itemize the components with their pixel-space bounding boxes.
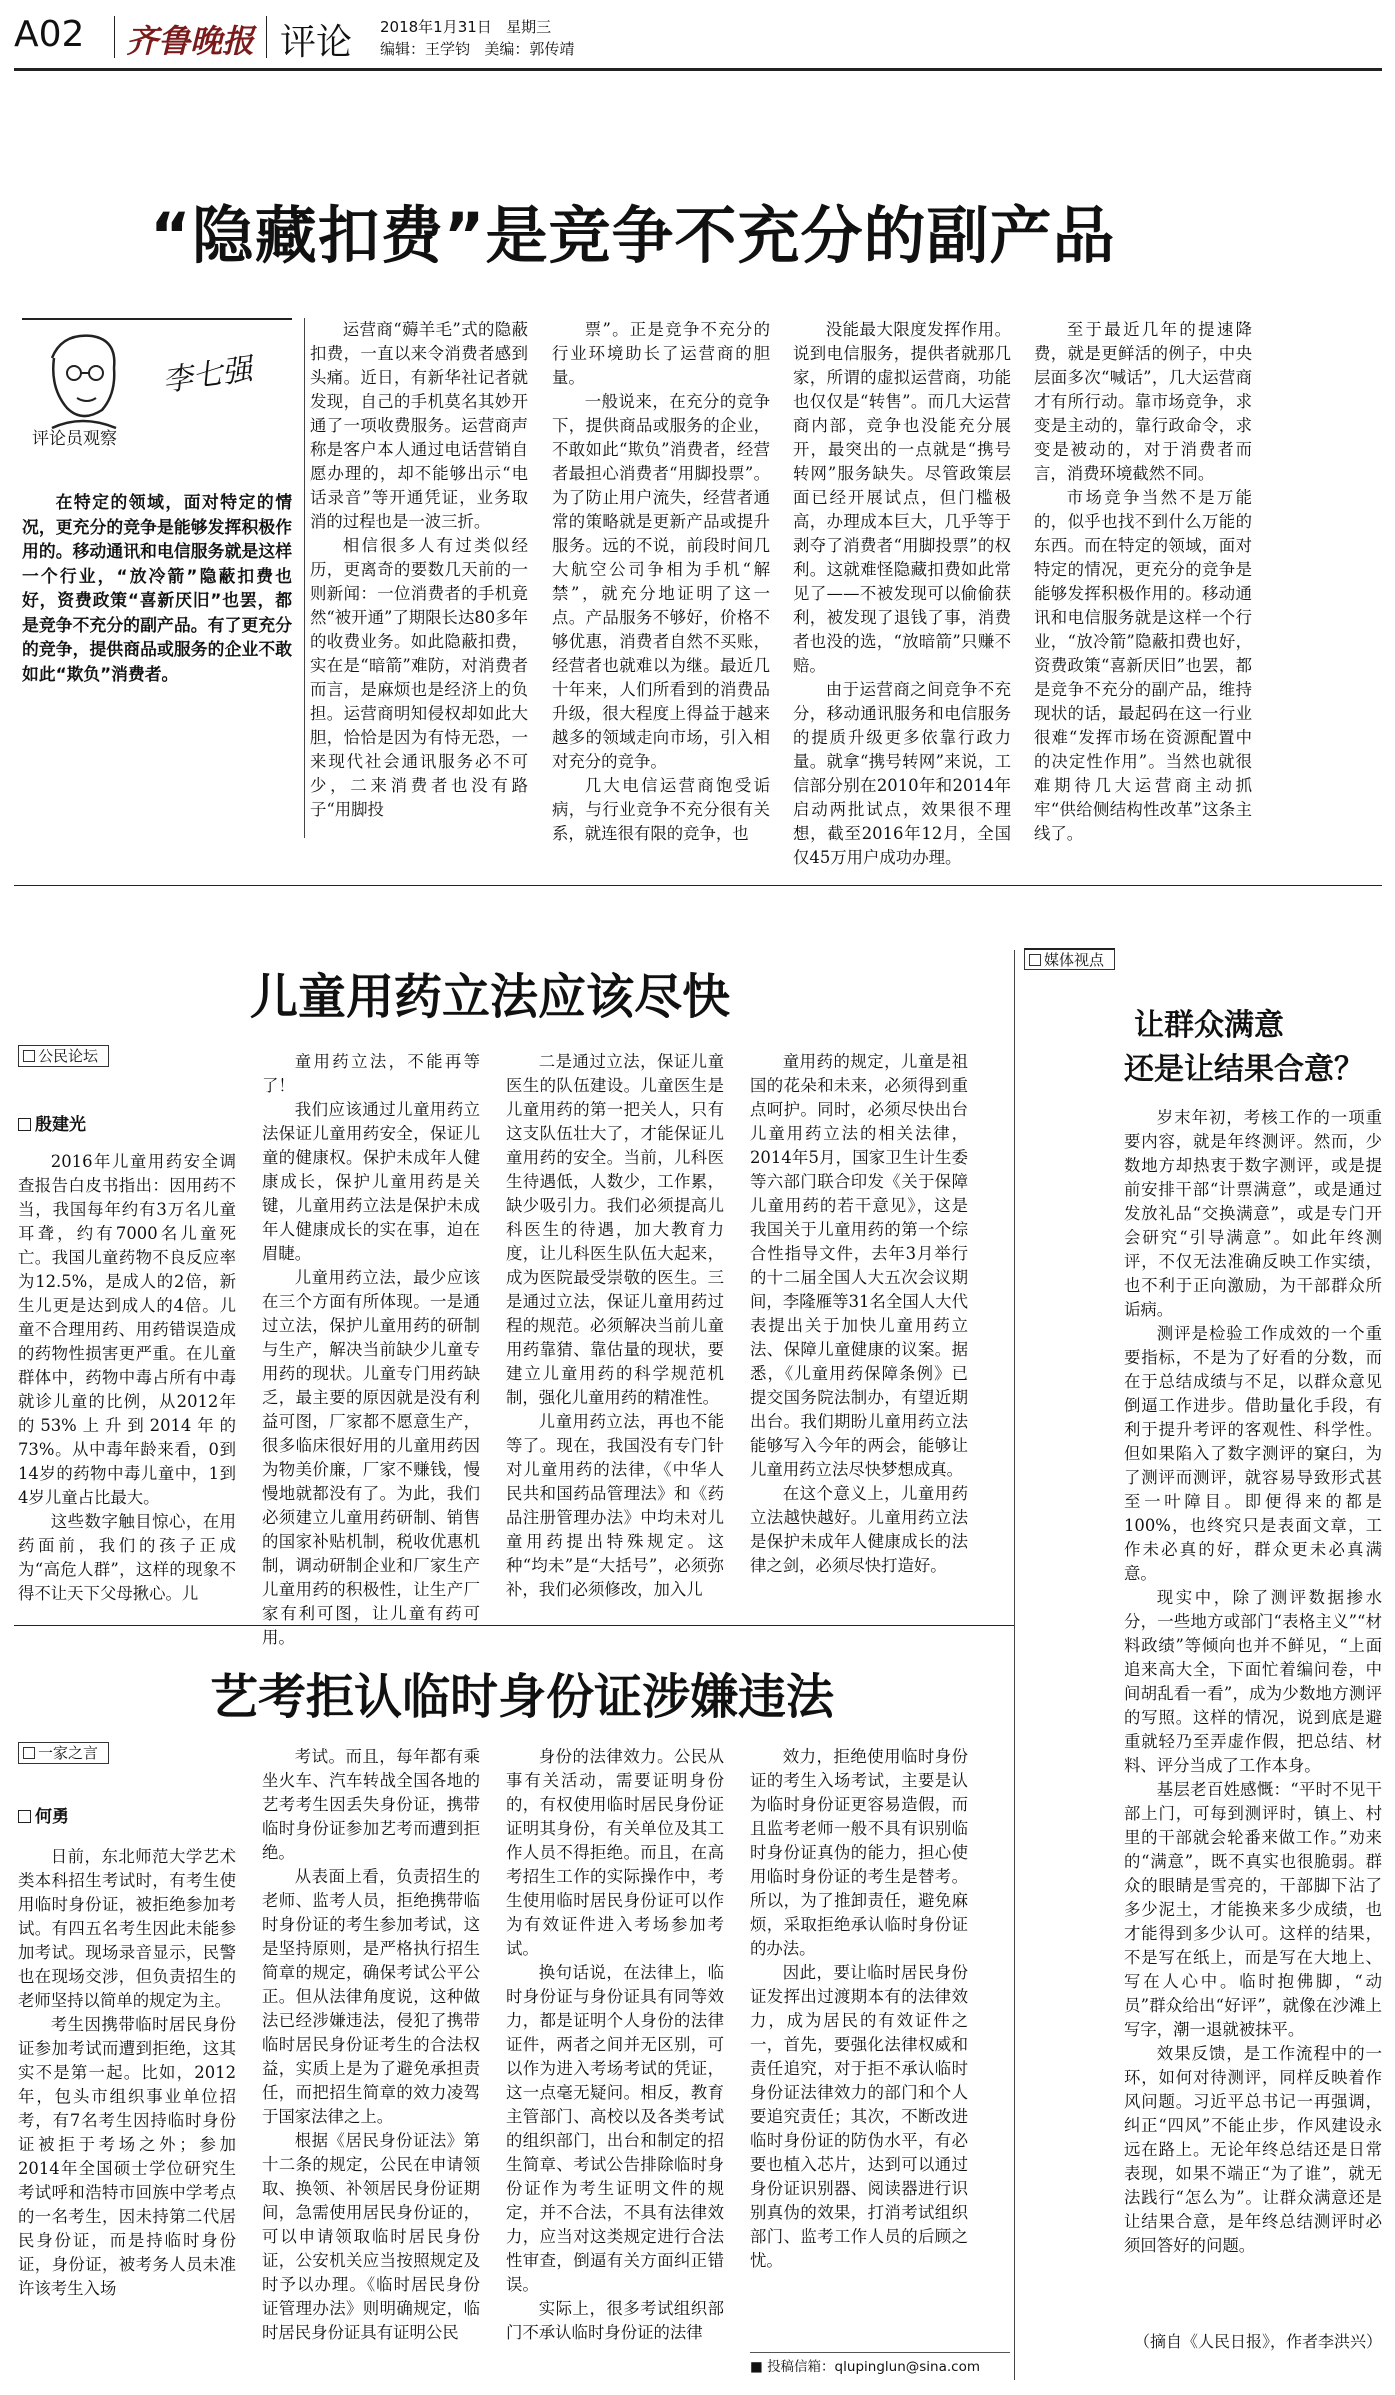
editor-credit: 编辑：王学钧: [380, 40, 471, 58]
paragraph: 童用药立法，不能再等了！: [262, 1052, 480, 1095]
article1-col4: [1034, 318, 1252, 843]
paragraph: 效力，拒绝使用临时身份证的考生入场考试，主要是认为临时身份证更容易造假，而且监考老师一般不具有识别临时身份证真伪的能力，担心使用临时身份证的考生是替考。所以，为了推卸责任，避免麻烦，采取拒绝承认临时身份证的办法。: [750, 1747, 968, 1958]
section-name: 评论: [280, 22, 353, 63]
paragraph: 效果反馈，是工作流程中的一环，如何对待测评，同样反映着作风问题。习近平总书记一再强调，纠正“四风”不能止步，作风建设永远在路上。无论年终总结还是日常表现，如果不端正“为了谁”，就无法践行“怎么为”。让群众满意还是让结果合意，是年终总结测评时必须回答好的问题。: [1124, 2044, 1382, 2255]
article2-col1: [18, 1150, 236, 1603]
issue-info: [380, 16, 574, 60]
paragraph: 身份的法律效力。公民从事有关活动，需要证明身份的，有权使用临时居民身份证证明其身份，有关单位及其工作人员不得拒绝。而且，在高考招生工作的实际操作中，考生使用临时居民身份证可以作为有效证件进入考场参加考试。: [506, 1747, 724, 1958]
article3-headline: 艺考拒认临时身份证涉嫌违法: [210, 1669, 835, 1725]
paragraph: 没能最大限度发挥作用。说到电信服务，提供者就那几家，所谓的虚拟运营商，功能也仅仅是“转售”。而几大运营商内部，竞争也没能充分展开，最突出的一点就是“携号转网”服务缺失。尽管政策层面已经开展试点，但门槛极高，办理成本巨大，几乎等于剥夺了消费者“用脚投票”的权利。这就难怪隐藏扣费如此常见了——不被发现可以偷偷获利，被发现了退钱了事，消费者也没的选，“放暗箭”只赚不赔。: [793, 320, 1011, 675]
paragraph: 2016年儿童用药安全调查报告白皮书指出：因用药不当，我国每年约有3万名儿童耳聋，约有7000名儿童死亡。我国儿童药物不良反应率为12.5%，是成人的2倍，新生儿更是达到成人的4倍。儿童不合理用药、用药错误造成的药物性损害更严重。在儿童群体中，药物中毒占所有中毒就诊儿童的比例，从2012年的53%上升到2014年的73%。从中毒年龄来看，0到14岁的药物中毒儿童中，1到4岁儿童占比最大。: [18, 1152, 236, 1507]
article3-col2: [262, 1745, 480, 2375]
article1-col1: [310, 318, 528, 838]
submission-email[interactable]: ■ 投稿信箱：qlupinglun@sina.com: [750, 2352, 1010, 2377]
article3-col3: [506, 1745, 724, 2375]
columnist-signature: 李七强: [160, 351, 255, 400]
paragraph: 在这个意义上，儿童用药立法越快越好。儿童用药立法是保护未成年人健康成长的法律之剑，必须尽快打造好。: [750, 1484, 968, 1575]
paragraph: 测评是检验工作成效的一个重要指标，不是为了好看的分数，而在于总结成绩与不足，以群众意见倒逼工作进步。借助量化手段，有利于提升考评的客观性、科学性。但如果陷入了数字测评的窠臼，为了测评而测评，就容易导致形式甚至一叶障目。即便得来的都是100%，也终究只是表面文章，工作未必真的好，群众更未必真满意。: [1124, 1324, 1382, 1583]
paragraph: 运营商“薅羊毛”式的隐蔽扣费，一直以来令消费者感到头痛。近日，有新华社记者就发现，自己的手机莫名其妙开通了一项收费服务。运营商声称是客户本人通过电话营销自愿办理的，却不能够出示“电话录音”等开通凭证，业务取消的过程也是一波三折。: [310, 320, 528, 531]
sidebar-headline-2: 还是让结果合意？: [1124, 1052, 1364, 1087]
paragraph: 这些数字触目惊心，在用药面前，我们的孩子正成为“高危人群”，这样的现象不得不让天下父母揪心。儿: [18, 1512, 236, 1603]
sidebar-source: （摘自《人民日报》，作者李洪兴）: [1133, 2332, 1382, 2351]
paragraph: 换句话说，在法律上，临时身份证与身份证具有同等效力，都是证明个人身份的法律证件，两者之间并无区别，可以作为进入考场考试的凭证，这一点毫无疑问。相反，教育主管部门、高校以及各类考试的组织部门，出台和制定的招生简章、考试公告排除临时身份证作为考生证明文件的规定，并不合法，不具有法律效力，应当对这类规定进行合法性审查，倒逼有关方面纠正错误。: [506, 1963, 724, 2294]
paragraph: 从表面上看，负责招生的老师、监考人员，拒绝携带临时身份证的考生参加考试，这是坚持原则，是严格执行招生简章的规定，确保考试公平公正。但从法律角度说，这种做法已经涉嫌违法，侵犯了携带临时居民身份证考生的合法权益，实质上是为了避免承担责任，而把招生简章的效力凌驾于国家法律之上。: [262, 1867, 480, 2126]
paragraph: 至于最近几年的提速降费，就是更鲜活的例子，中央层面多次“喊话”，几大运营商才有所行动。靠市场竞争，求变是主动的，靠行政命令，求变是被动的，对于消费者而言，消费环境截然不同。: [1034, 320, 1252, 483]
caricature-icon: [32, 328, 132, 436]
article3-col4: [750, 1745, 968, 2341]
page-number: A02: [14, 14, 85, 55]
paragraph: 由于运营商之间竞争不充分，移动通讯服务和电信服务的提质升级更多依靠行政力量。就拿“携号转网”来说，工信部分别在2010年和2014年启动两批试点，效果很不理想，截至2016年12月，全国仅45万用户成功办理。: [793, 680, 1011, 867]
paper-logo: 齐鲁晚报: [126, 22, 255, 60]
paragraph: 童用药的规定，儿童是祖国的花朵和未来，必须得到重点呵护。同时，必须尽快出台儿童用药立法的相关法律，2014年5月，国家卫生计生委等六部门联合印发《关于保障儿童用药的若干意见》，这是我国关于儿童用药的第一个综合性指导文件，去年3月举行的十二届全国人大五次会议期间，李隆雁等31名全国人大代表提出关于加快儿童用药立法、保障儿童健康的议案。据悉，《儿童用药保障条例》已提交国务院法制办，有望近期出台。我们期盼儿童用药立法能够写入今年的两会，能够让儿童用药立法尽快梦想成真。: [750, 1052, 968, 1479]
article1-col3: [793, 318, 1011, 867]
paragraph: 一般说来，在充分的竞争下，提供商品或服务的企业，不敢如此“欺负”消费者，经营者最担心消费者“用脚投票”。为了防止用户流失，经营者通常的策略就是更新产品或提升服务。远的不说，前段时间几大航空公司争相为手机“解禁”，就充分地证明了这一点。产品服务不够好，价格不够优惠，消费者自然不买账，经营者也就难以为继。最近几十年来，人们所看到的消费品升级，很大程度上得益于越来越多的领域走向市场，引入相对充分的竞争。: [552, 392, 770, 771]
article2-author: 殷建光: [18, 1110, 86, 1135]
article2-headline: 儿童用药立法应该尽快: [250, 969, 731, 1025]
paragraph: 现实中，除了测评数据掺水分，一些地方或部门“表格主义”“材料政绩”等倾向也并不鲜见，“上面追来高大全，下面忙着编问卷，中间胡乱看一看”，成为少数地方测评的写照。这样的情况，说到底是避重就轻乃至弄虚作假，把总结、材料、评分当成了工作本身。: [1124, 1588, 1382, 1775]
sidebar-headline-1: 让群众满意: [1134, 1008, 1284, 1043]
paragraph: 相信很多人有过类似经历，更离奇的要数几天前的一则新闻：一位消费者的手机竟然“被开通”了期限长达80多年的收费业务。如此隐蔽扣费，实在是“暗箭”难防，对消费者而言，是麻烦也是经济上的负担。运营商明知侵权却如此大胆，恰恰是因为有恃无恐，一来现代社会通讯服务必不可少，二来消费者也没有路子“用脚投: [310, 536, 528, 819]
paragraph: 考生因携带临时居民身份证参加考试而遭到拒绝，这其实不是第一起。比如，2012年，包头市组织事业单位招考，有7名考生因持临时身份证被拒于考场之外；参加2014年全国硕士学位研究生考试呼和浩特市回族中学考点的一名考生，因未持第二代居民身份证，而是持临时身份证，身份证，被考务人员未准许该考生入场: [18, 2015, 236, 2298]
paragraph: 我们应该通过儿童用药立法保证儿童用药安全，保证儿童的健康权。保护未成年人健康成长，保护儿童用药是关键，儿童用药立法是保护未成年人健康成长的实在事，迫在眉睫。: [262, 1100, 480, 1263]
article1-lead: 在特定的领域，面对特定的情况，更充分的竞争是能够发挥积极作用的。移动通讯和电信服务就是这样一个行业，“放冷箭”隐蔽扣费也好，资费政策“喜新厌旧”也罢，都是竞争不充分的副产品。有了更充分的竞争，提供商品或服务的企业不敢如此“欺负”消费者。: [22, 492, 292, 684]
article3-author: 何勇: [18, 1802, 69, 1827]
paragraph: 因此，要让临时居民身份证发挥出过渡期本有的法律效力，成为居民的有效证件之一，首先，要强化法律权威和责任追究，对于拒不承认临时身份证法律效力的部门和个人要追究责任；其次，不断改进临时身份证的防伪水平，有必要也植入芯片，达到可以通过身份证识别器、阅读器进行识别真伪的效果，打消考试组织部门、监考工作人员的后顾之忧。: [750, 1963, 968, 2270]
article2-col4: [750, 1050, 968, 1596]
column-tag-opinion: 一家之言: [18, 1742, 109, 1764]
paragraph: 几大电信运营商饱受诟病，与行业竞争不充分很有关系，就连很有限的竞争，也: [552, 776, 770, 843]
article2-col2: [262, 1050, 480, 1647]
paragraph: 根据《居民身份证法》第十二条的规定，公民在申请领取、换领、补领居民身份证期间，急需使用居民身份证的，可以申请领取临时居民身份证，公安机关应当按照规定及时予以办理。《临时居民身份证管理办法》则明确规定，临时居民身份证具有证明公民: [262, 2131, 480, 2342]
paragraph: 岁末年初，考核工作的一项重要内容，就是年终测评。然而，少数地方却热衷于数字测评，或是提前安排干部“计票满意”，或是通过发放礼品“交换满意”，或是专门开会研究“引导满意”。如此年终测评，不仅无法准确反映工作实绩，也不利于正向激励，为干部群众所诟病。: [1124, 1108, 1382, 1319]
column-label: 评论员观察: [32, 429, 117, 449]
article2-col3: [506, 1050, 724, 1599]
issue-date: 2018年1月31日: [380, 18, 492, 36]
mail-icon: ■: [750, 2359, 763, 2375]
column-tag-citizen: 公民论坛: [18, 1045, 109, 1067]
sidebar-body: [1124, 1106, 1382, 2326]
designer-credit: 美编：郭传靖: [484, 40, 575, 58]
article1-headline: “隐藏扣费”是竞争不充分的副产品: [150, 199, 1116, 272]
column-tag-media: 媒体视点: [1024, 948, 1115, 970]
paragraph: 考试。而且，每年都有乘坐火车、汽车转战全国各地的艺考考生因丢失身份证，携带临时身份证参加艺考而遭到拒绝。: [262, 1747, 480, 1862]
paragraph: 市场竞争当然不是万能的，似乎也找不到什么万能的东西。而在特定的领域，面对特定的情况，更充分的竞争是能够发挥积极作用的。移动通讯和电信服务就是这样一个行业，“放冷箭”隐蔽扣费也好，资费政策“喜新厌旧”也罢，都是竞争不充分的副产品，维持现状的话，最起码在这一行业很难“发挥市场在资源配置中的决定性作用”。当然也就很难期待几大运营商主动抓牢“供给侧结构性改革”这条主线了。: [1034, 488, 1252, 843]
paragraph: 儿童用药立法，再也不能等了。现在，我国没有专门针对儿童用药的法律，《中华人民共和国药品管理法》和《药品注册管理办法》中均未对儿童用药提出特殊规定。这种“均未”是“大括号”，必须弥补，我们必须修改，加入儿: [506, 1412, 724, 1599]
paragraph: 票”。正是竞争不充分的行业环境助长了运营商的胆量。: [552, 320, 770, 387]
paragraph: 日前，东北师范大学艺术类本科招生考试时，有考生使用临时身份证，被拒绝参加考试。有四五名考生因此未能参加考试。现场录音显示，民警也在现场交涉，但负责招生的老师坚持以简单的规定为主。: [18, 1847, 236, 2010]
paragraph: 儿童用药立法，最少应该在三个方面有所体现。一是通过立法，保护儿童用药的研制与生产，解决当前缺少儿童专用药的现状。儿童专门用药缺乏，最主要的原因就是没有利益可图，厂家都不愿意生产，很多临床很好用的儿童用药因为物美价廉，厂家不赚钱，慢慢地就都没有了。为此，我们必须建立儿童用药研制、销售的国家补贴机制，税收优惠机制，调动研制企业和厂家生产儿童用药的积极性，让生产厂家有利可图，让儿童有药可用。: [262, 1268, 480, 1647]
paragraph: 实际上，很多考试组织部门不承认临时身份证的法律: [506, 2299, 724, 2342]
columnist-portrait: [22, 318, 292, 448]
masthead: [0, 0, 1395, 72]
issue-weekday: 星期三: [506, 18, 552, 36]
article3-col1: [18, 1845, 236, 2375]
article1-col2: [552, 318, 770, 843]
paragraph: 二是通过立法，保证儿童医生的队伍建设。儿童医生是儿童用药的第一把关人，只有这支队伍壮大了，才能保证儿童用药的安全。当前，儿科医生待遇低，人数少，工作累，缺少吸引力。我们必须提高儿科医生的待遇，加大教育力度，让儿科医生队伍大起来，成为医院最受崇敬的医生。三是通过立法，保证儿童用药过程的规范。必须解决当前儿童用药靠猜、靠估量的现状，要建立儿童用药的科学规范机制，强化儿童用药的精准性。: [506, 1052, 724, 1407]
paragraph: 基层老百姓感慨：“平时不见干部上门，可每到测评时，镇上、村里的干部就会轮番来做工作。”劝来的“满意”，既不真实也很脆弱。群众的眼睛是雪亮的，干部脚下沾了多少泥土，才能换来多少成绩，也才能得到多少认可。这样的结果，不是写在纸上，而是写在大地上、写在人心中。临时抱佛脚，“动员”群众给出“好评”，就像在沙滩上写字，潮一退就被抹平。: [1124, 1780, 1382, 2039]
